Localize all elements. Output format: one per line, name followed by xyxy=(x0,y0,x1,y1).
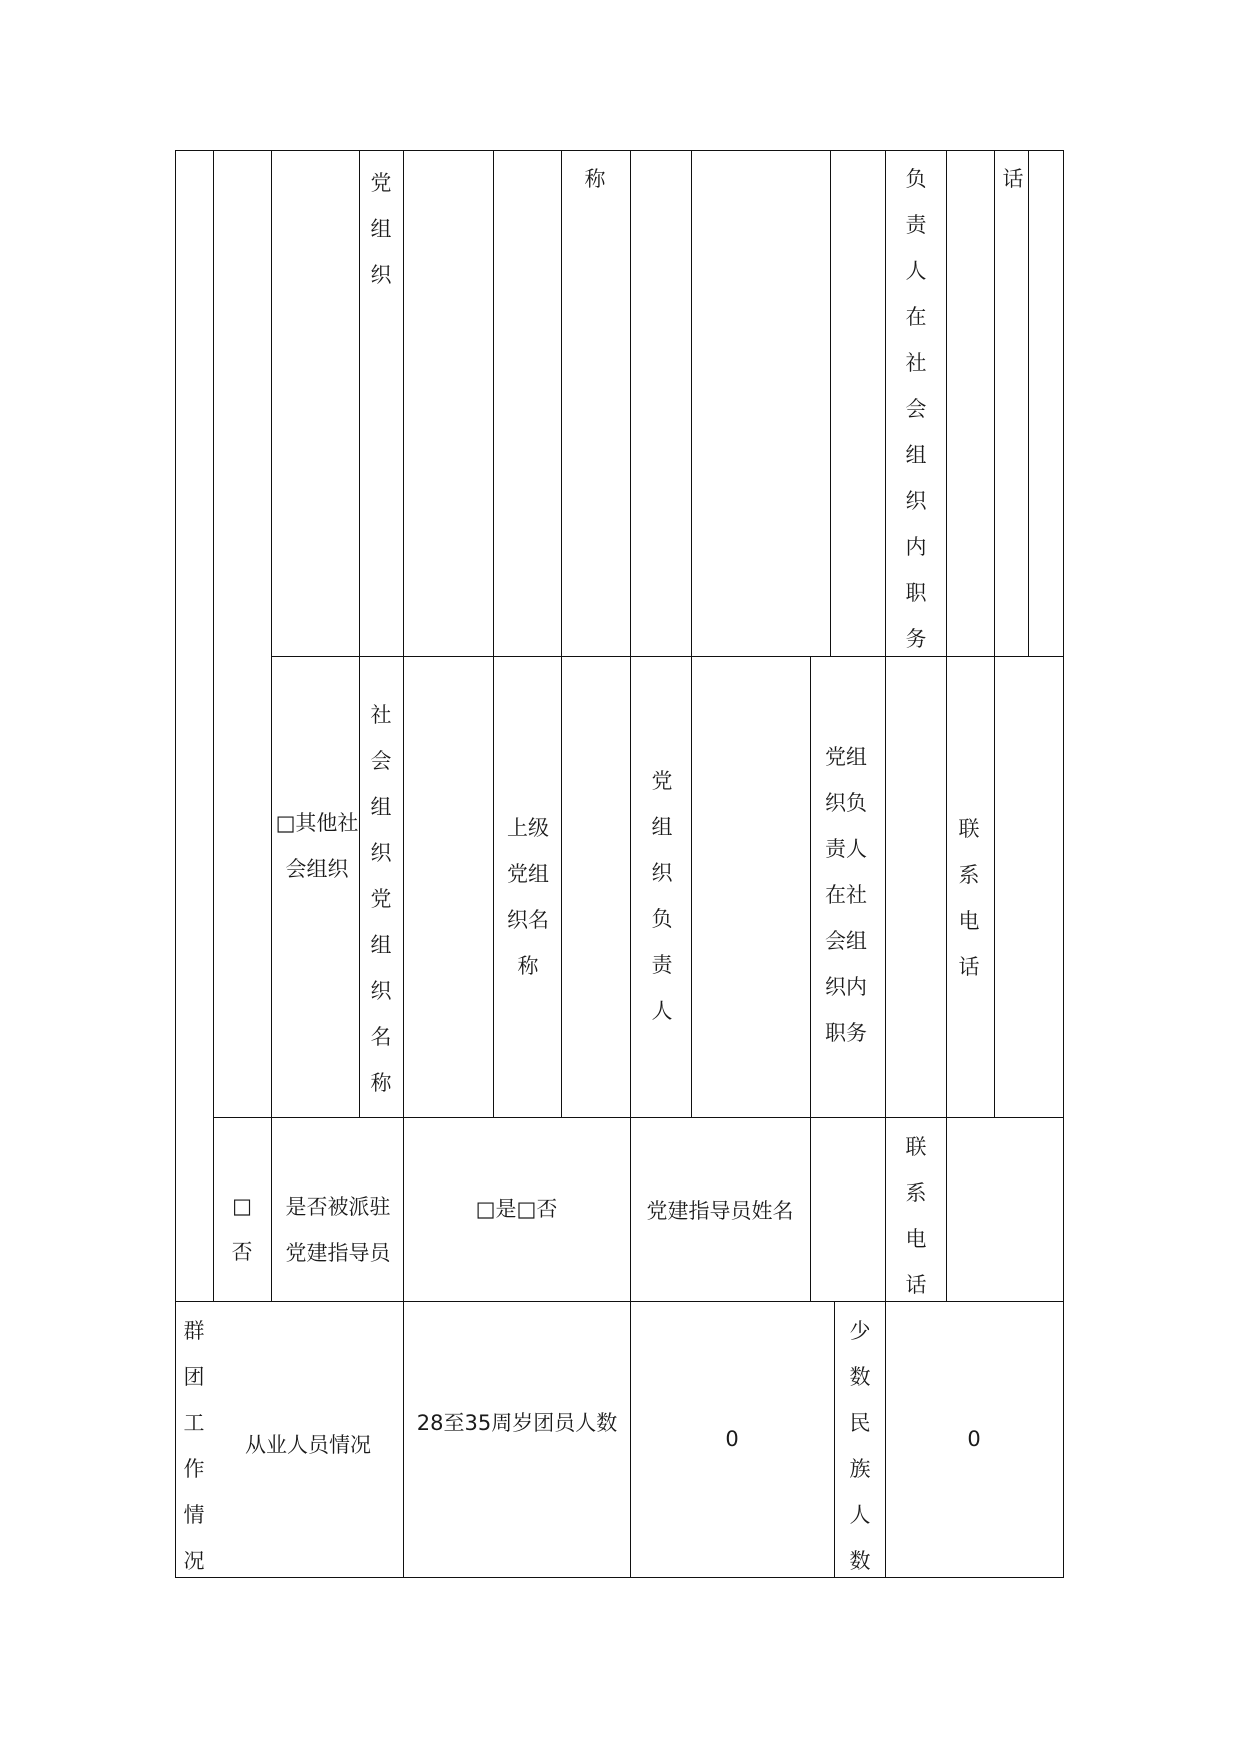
youth-member-count-label: 28至35周岁团员人数 xyxy=(416,1411,618,1435)
other-social-org-option[interactable]: □其他社会组织 xyxy=(275,811,359,881)
leader-role-label: 党组织负责人在社会组织内职务 xyxy=(825,745,867,1045)
yes-no-choice[interactable]: □是□否 xyxy=(475,1197,558,1221)
instructor-assigned-label: 是否被派驻党建指导员 xyxy=(285,1195,391,1265)
party-org-leader-label: 党组织负责人 xyxy=(651,769,673,1023)
youth-member-count-value: 0 xyxy=(725,1427,739,1451)
instructor-phone-label: 联系电话 xyxy=(905,1135,927,1297)
name-column-fragment: 称 xyxy=(584,167,606,191)
other-org-phone-label: 联系电话 xyxy=(958,817,980,979)
superior-party-org-label: 上级党组织名称 xyxy=(507,816,549,978)
leader-role-column-header: 负责人在社会组织内职务 xyxy=(905,167,927,651)
minority-count-value: 0 xyxy=(967,1427,981,1451)
phone-column-fragment: 话 xyxy=(1002,167,1024,191)
party-org-column-header: 党组织 xyxy=(370,171,392,287)
social-org-party-name-label: 社会组织党组织名称 xyxy=(370,703,392,1095)
instructor-name-label: 党建指导员姓名 xyxy=(646,1199,794,1223)
staff-situation-label: 从业人员情况 xyxy=(245,1433,371,1457)
no-option[interactable]: □否 xyxy=(231,1194,253,1264)
minority-count-label: 少数民族人数 xyxy=(849,1319,871,1573)
group-work-section-title: 群团工作情况 xyxy=(183,1319,205,1573)
